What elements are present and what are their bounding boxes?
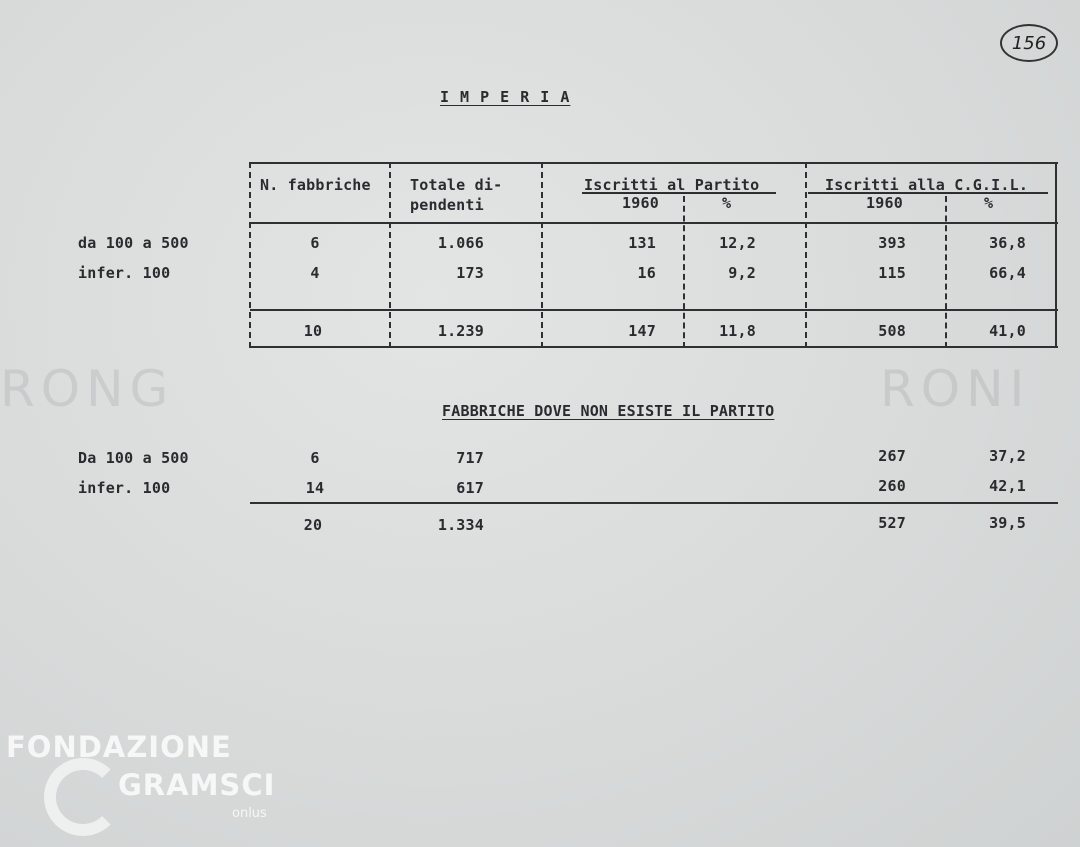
header-cgil-year: 1960 xyxy=(866,194,903,212)
header-iscritti-partito: Iscritti al Partito xyxy=(584,176,760,194)
cell-cgil-pct: 37,2 xyxy=(989,447,1026,465)
section-title: FABBRICHE DOVE NON ESISTE IL PARTITO xyxy=(442,402,775,420)
header-n-fabbriche: N. fabbriche xyxy=(260,176,371,194)
row-label: Da 100 a 500 xyxy=(78,449,189,467)
cell-partito-1960: 16 xyxy=(637,264,656,282)
cell-totale: 717 xyxy=(456,449,484,467)
cell-partito-1960: 131 xyxy=(628,234,656,252)
row-label: infer. 100 xyxy=(78,264,171,282)
total-cgil-1960: 527 xyxy=(878,514,906,532)
cell-cgil-1960: 267 xyxy=(878,447,906,465)
total-n: 20 xyxy=(303,516,323,534)
cell-cgil-pct: 42,1 xyxy=(989,477,1026,495)
cell-cgil-pct: 36,8 xyxy=(989,234,1026,252)
total-partito-1960: 147 xyxy=(628,322,656,340)
watermark-line1: FONDAZIONE xyxy=(6,730,232,764)
cell-cgil-pct: 66,4 xyxy=(989,264,1026,282)
header-partito-pct: % xyxy=(722,194,732,212)
header-totale-line2: pendenti xyxy=(410,196,484,214)
cell-n: 4 xyxy=(310,264,320,282)
watermark-line3: onlus xyxy=(232,806,267,821)
cell-cgil-1960: 260 xyxy=(878,477,906,495)
total-totale: 1.239 xyxy=(437,322,484,340)
gramsci-logo-icon xyxy=(44,758,122,836)
total-cgil-pct: 41,0 xyxy=(989,322,1026,340)
document-title: I M P E R I A xyxy=(440,88,571,106)
cell-cgil-1960: 393 xyxy=(878,234,906,252)
header-partito-year: 1960 xyxy=(622,194,659,212)
cell-partito-pct: 9,2 xyxy=(728,264,756,282)
bleed-through-text: RONG xyxy=(0,360,175,418)
watermark-line2: GRAMSCI xyxy=(118,768,276,802)
bleed-through-text: RONI xyxy=(880,360,1031,418)
total-cgil-pct: 39,5 xyxy=(989,514,1026,532)
cell-totale: 1.066 xyxy=(437,234,484,252)
total-partito-pct: 11,8 xyxy=(719,322,756,340)
cell-cgil-1960: 115 xyxy=(878,264,906,282)
cell-n: 6 xyxy=(310,449,320,467)
total-cgil-1960: 508 xyxy=(878,322,906,340)
total-totale: 1.334 xyxy=(437,516,484,534)
cell-n: 14 xyxy=(305,479,325,497)
header-totale-line1: Totale di- xyxy=(410,176,503,194)
total-n: 10 xyxy=(303,322,323,340)
cell-partito-pct: 12,2 xyxy=(719,234,756,252)
cell-totale: 617 xyxy=(456,479,484,497)
row-label: da 100 a 500 xyxy=(78,234,189,252)
cell-n: 6 xyxy=(310,234,320,252)
cell-totale: 173 xyxy=(456,264,484,282)
header-cgil-pct: % xyxy=(984,194,994,212)
row-label: infer. 100 xyxy=(78,479,171,497)
header-iscritti-cgil: Iscritti alla C.G.I.L. xyxy=(825,176,1029,194)
page-number: 156 xyxy=(1000,24,1058,62)
